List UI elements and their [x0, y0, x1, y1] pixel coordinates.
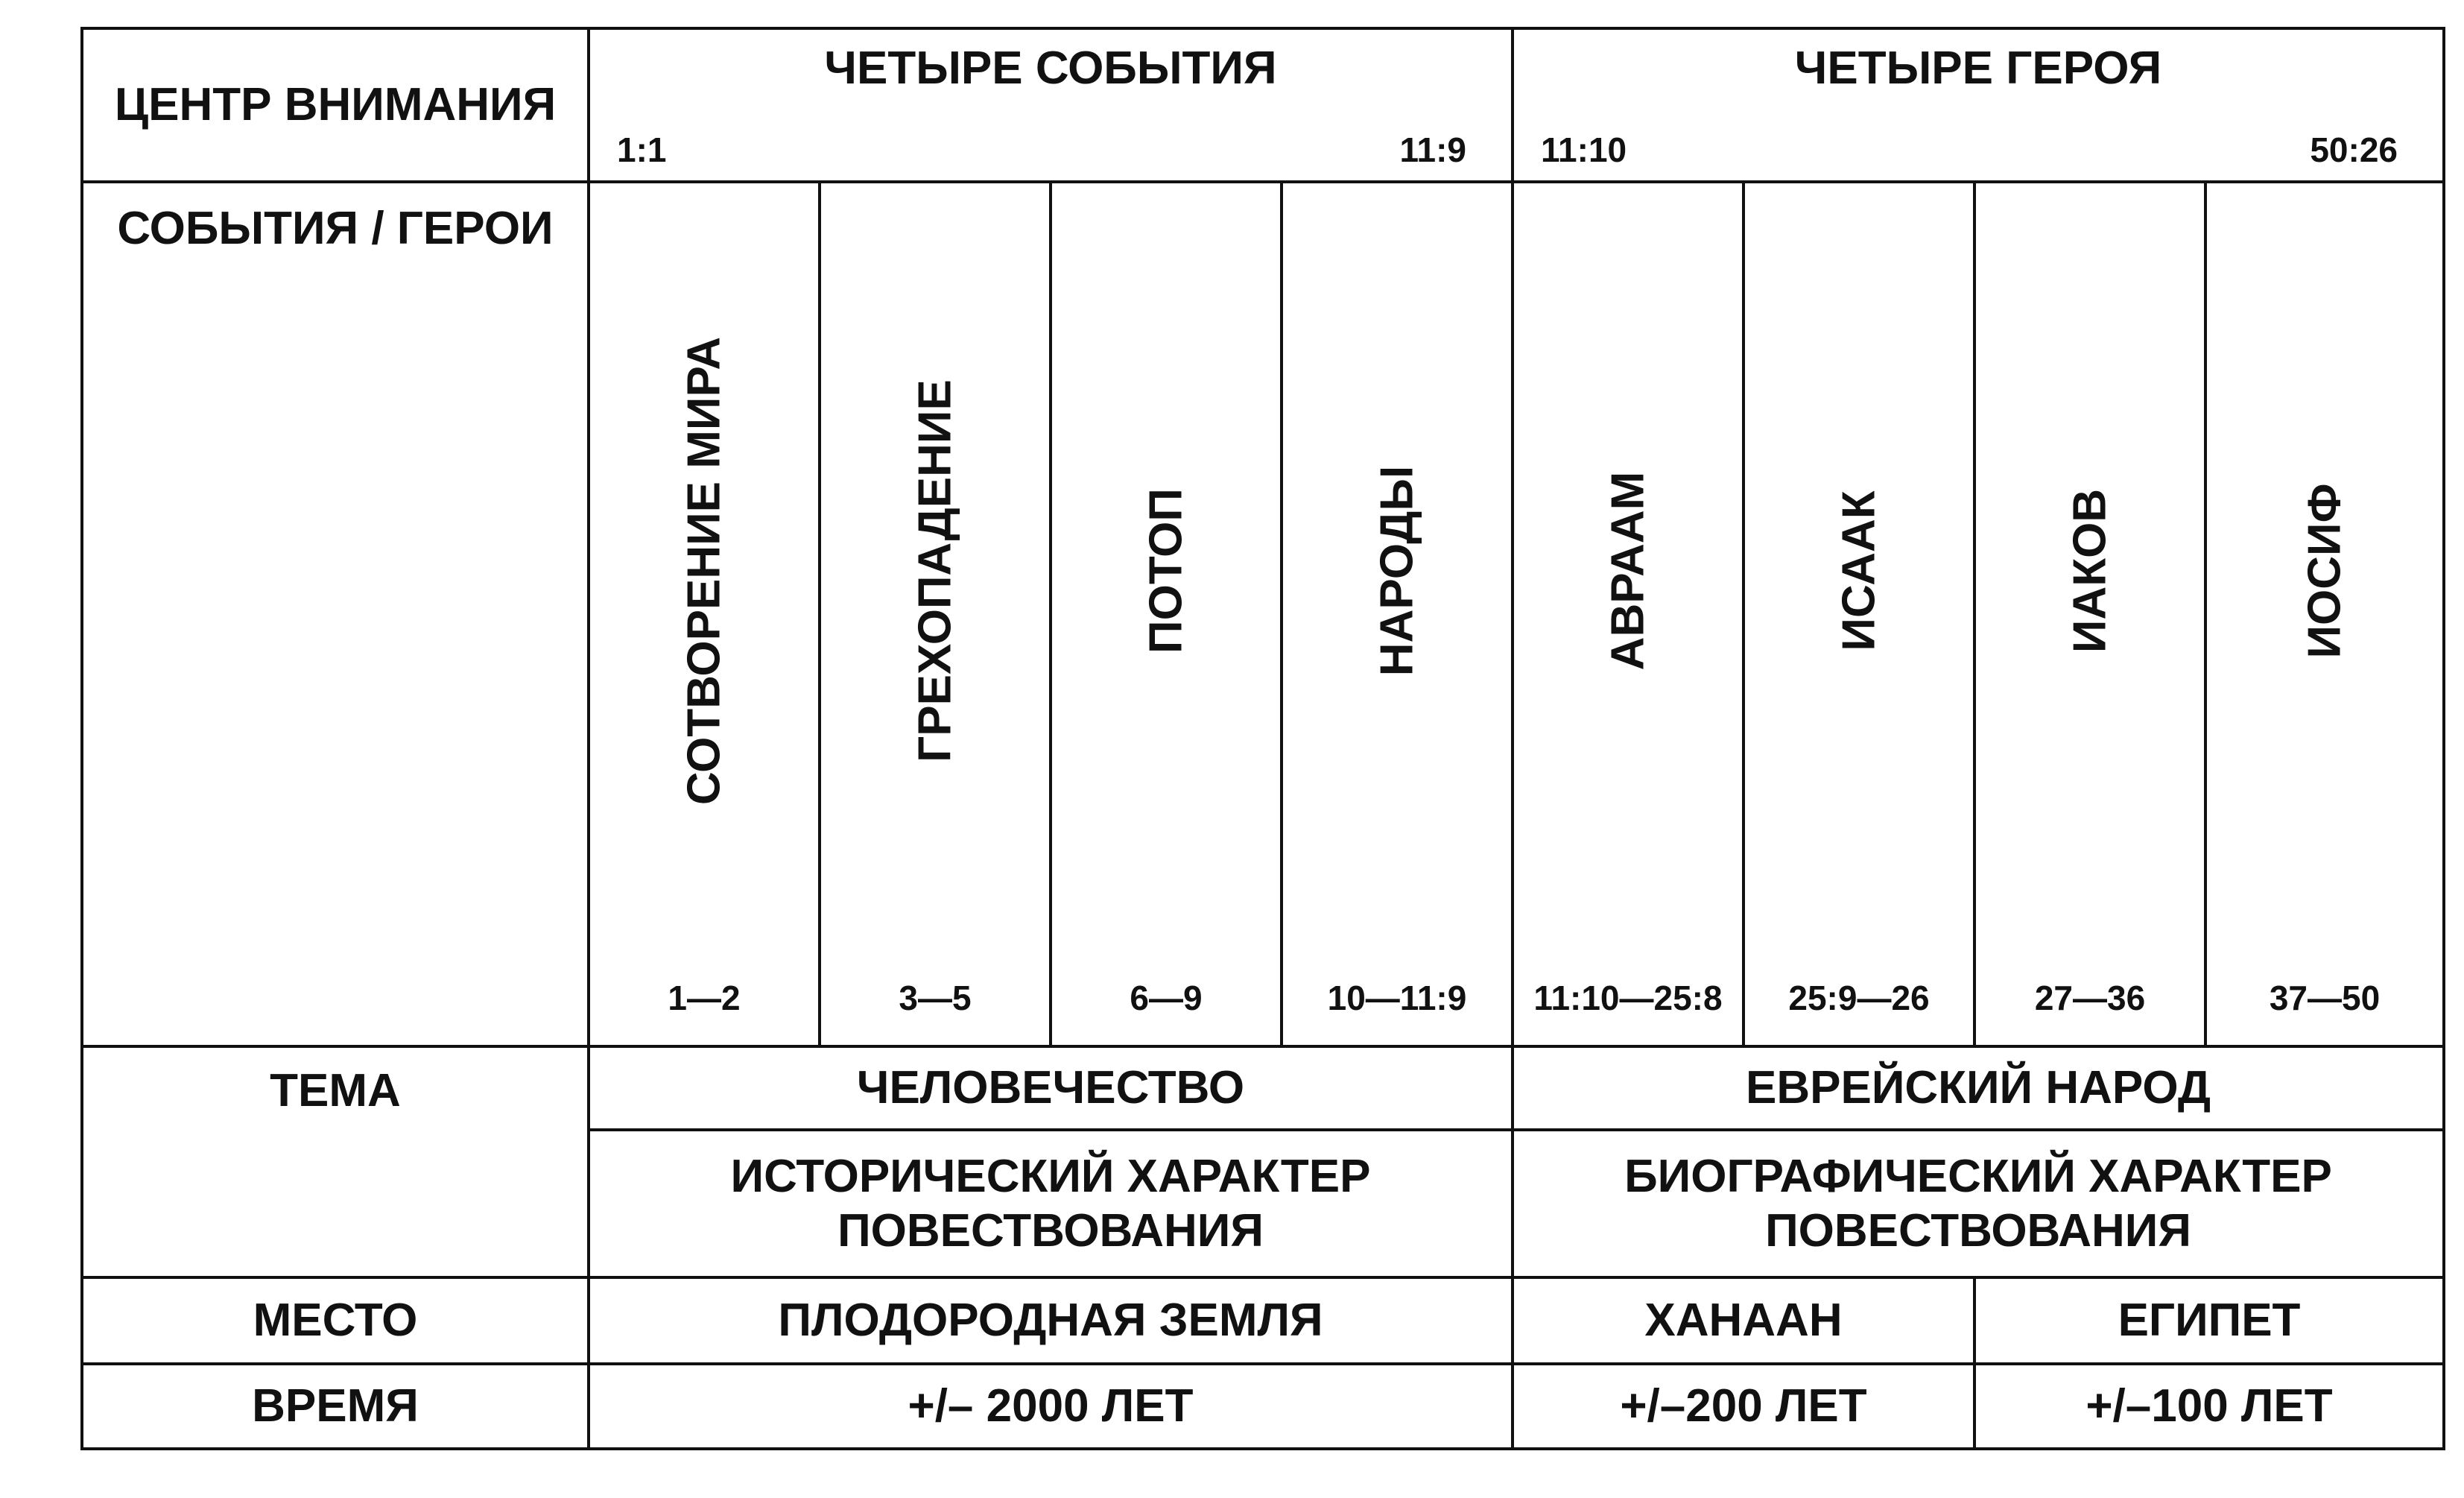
place-egypt: ЕГИПЕТ — [1974, 1277, 2444, 1364]
column-ref: 11:10—25:8 — [1533, 979, 1723, 1017]
place-fertile-land: ПЛОДОРОДНАЯ ЗЕМЛЯ — [589, 1277, 1513, 1364]
focus-label: ЦЕНТР ВНИМАНИЯ — [82, 28, 589, 182]
events-ref-end: 11:9 — [1399, 130, 1466, 169]
column-ref: 1—2 — [668, 979, 741, 1017]
place-canaan: ХАНААН — [1513, 1277, 1974, 1364]
place-label: МЕСТО — [82, 1277, 589, 1364]
column-isaac — [1744, 182, 1974, 1046]
column-abraham — [1513, 182, 1744, 1046]
column-ref: 3—5 — [899, 979, 972, 1017]
four-heroes-header — [1513, 28, 2444, 182]
column-creation — [589, 182, 820, 1046]
theme-humanity: ЧЕЛОВЕЧЕСТВО — [589, 1046, 1513, 1130]
column-name: ГРЕХОПАДЕНИЕ — [909, 379, 961, 763]
column-fall — [820, 182, 1051, 1046]
column-ref: 10—11:9 — [1327, 979, 1467, 1017]
place-row — [82, 1277, 2444, 1364]
events-heroes-row — [82, 182, 2444, 1046]
time-2000-years: +/– 2000 ЛЕТ — [589, 1364, 1513, 1449]
column-ref: 25:9—26 — [1788, 979, 1930, 1017]
header-row — [82, 28, 2444, 182]
four-events-title: ЧЕТЫРЕ СОБЫТИЯ — [824, 42, 1277, 94]
column-ref: 6—9 — [1130, 979, 1203, 1017]
heroes-ref-end: 50:26 — [2310, 130, 2398, 169]
column-jacob — [1974, 182, 2205, 1046]
genesis-overview-table — [80, 27, 2445, 1450]
column-joseph — [2205, 182, 2444, 1046]
time-row — [82, 1364, 2444, 1449]
column-name: СОТВОРЕНИЕ МИРА — [678, 337, 730, 806]
column-name: ИАКОВ — [2064, 489, 2116, 654]
biographical-character: БИОГРАФИЧЕСКИЙ ХАРАКТЕР ПОВЕСТВОВАНИЯ — [1513, 1130, 2444, 1277]
column-ref: 37—50 — [2269, 979, 2381, 1017]
column-flood — [1051, 182, 1282, 1046]
column-name: АВРААМ — [1602, 471, 1654, 671]
column-name: ИОСИФ — [2299, 483, 2351, 659]
theme-row — [82, 1046, 2444, 1130]
theme-label: ТЕМА — [82, 1046, 589, 1277]
time-label: ВРЕМЯ — [82, 1364, 589, 1449]
time-200-years: +/–200 ЛЕТ — [1513, 1364, 1974, 1449]
events-heroes-label: СОБЫТИЯ / ГЕРОИ — [82, 182, 589, 1046]
time-100-years: +/–100 ЛЕТ — [1974, 1364, 2444, 1449]
column-name: НАРОДЫ — [1371, 466, 1423, 677]
column-name: ИСААК — [1833, 490, 1885, 651]
four-heroes-title: ЧЕТЫРЕ ГЕРОЯ — [1794, 42, 2162, 94]
historical-character: ИСТОРИЧЕСКИЙ ХАРАКТЕР ПОВЕСТВОВАНИЯ — [589, 1130, 1513, 1277]
column-ref: 27—36 — [2034, 979, 2146, 1017]
four-events-header — [589, 28, 1513, 182]
column-nations — [1282, 182, 1513, 1046]
events-ref-start: 1:1 — [617, 130, 667, 169]
column-name: ПОТОП — [1140, 488, 1192, 654]
heroes-ref-start: 11:10 — [1541, 130, 1627, 169]
theme-jewish-people: ЕВРЕЙСКИЙ НАРОД — [1513, 1046, 2444, 1130]
